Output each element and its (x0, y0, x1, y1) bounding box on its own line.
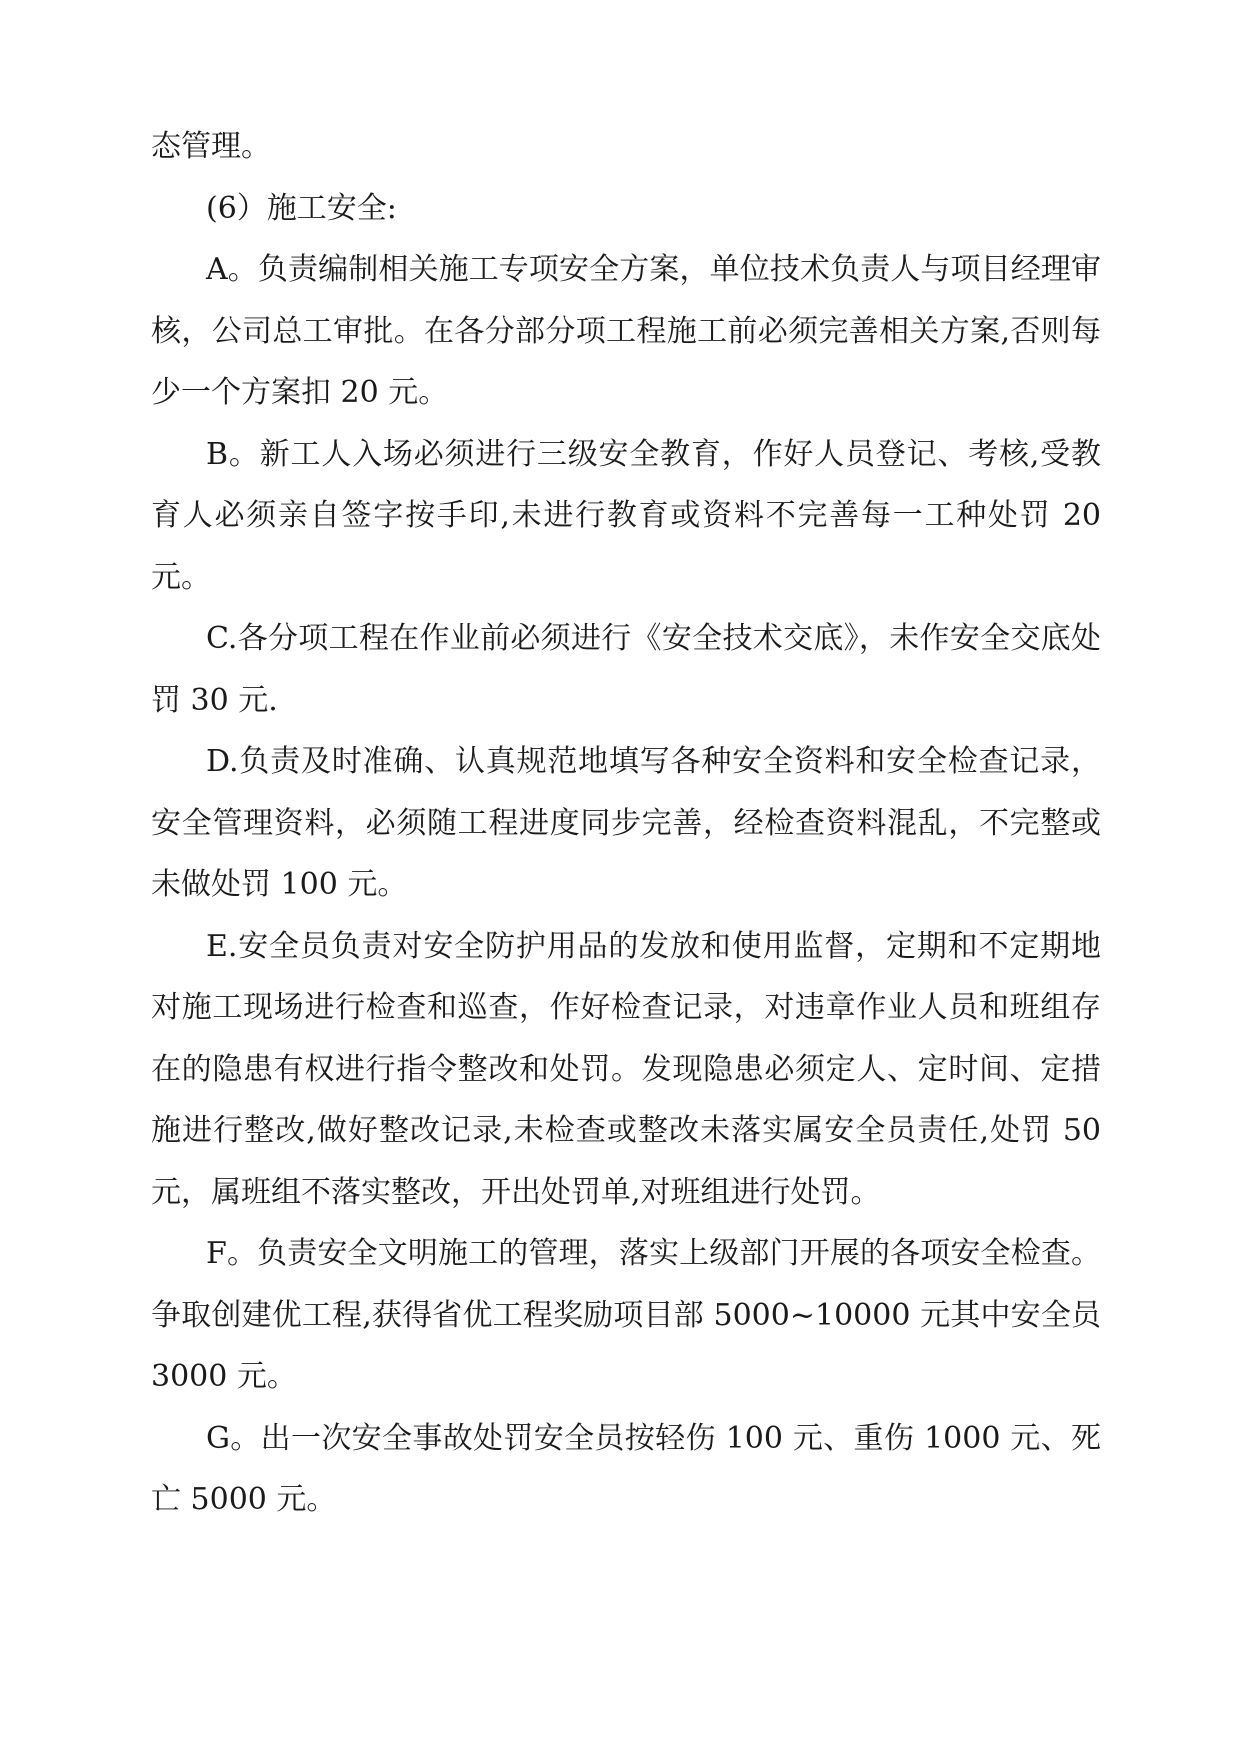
paragraph-item-b: B。新工人入场必须进行三级安全教育，作好人员登记、考核,受教育人必须亲自签字按手印,未进行教育或资料不完善每一工种处罚 20 元。 (151, 436, 1101, 595)
paragraph-continuation: 态管理。 (151, 129, 271, 164)
document-body (151, 116, 1101, 1531)
paragraph-item-f: F。负责安全文明施工的管理，落实上级部门开展的各项安全检查。争取创建优工程,获得省优工程奖励项目部 5000~10000 元其中安全员 3000 元。 (151, 1236, 1101, 1394)
paragraph-item-a: A。负责编制相关施工专项安全方案，单位技术负责人与项目经理审核，公司总工审批。在各分部分项工程施工前必须完善相关方案,否则每少一个方案扣 20 元。 (151, 252, 1101, 410)
section-heading: (6）施工安全: (206, 190, 397, 226)
paragraph-item-e: E.安全员负责对安全防护用品的发放和使用监督，定期和不定期地对施工现场进行检查和巡查，作好检查记录，对违章作业人员和班组存在的隐患有权进行指令整改和处罚。发现隐患必须定人、定时间、定措施进行整改,做好整改记录,未检查或整改未落实属安全员责任,处罚 50 元，属班组不落实整改，开出处罚单,对班组进行处罚。 (151, 928, 1101, 1210)
paragraph-item-g: G。出一次安全事故处罚安全员按轻伤 100 元、重伤 1000 元、死亡 5000 元。 (151, 1420, 1101, 1517)
paragraph-item-d: D.负责及时准确、认真规范地填写各种安全资料和安全检查记录，安全管理资料，必须随工程进度同步完善，经检查资料混乱，不完整或未做处罚 100 元。 (151, 744, 1101, 902)
paragraph-item-c: C.各分项工程在作业前必须进行《安全技术交底》，未作安全交底处罚 30 元. (151, 621, 1101, 718)
